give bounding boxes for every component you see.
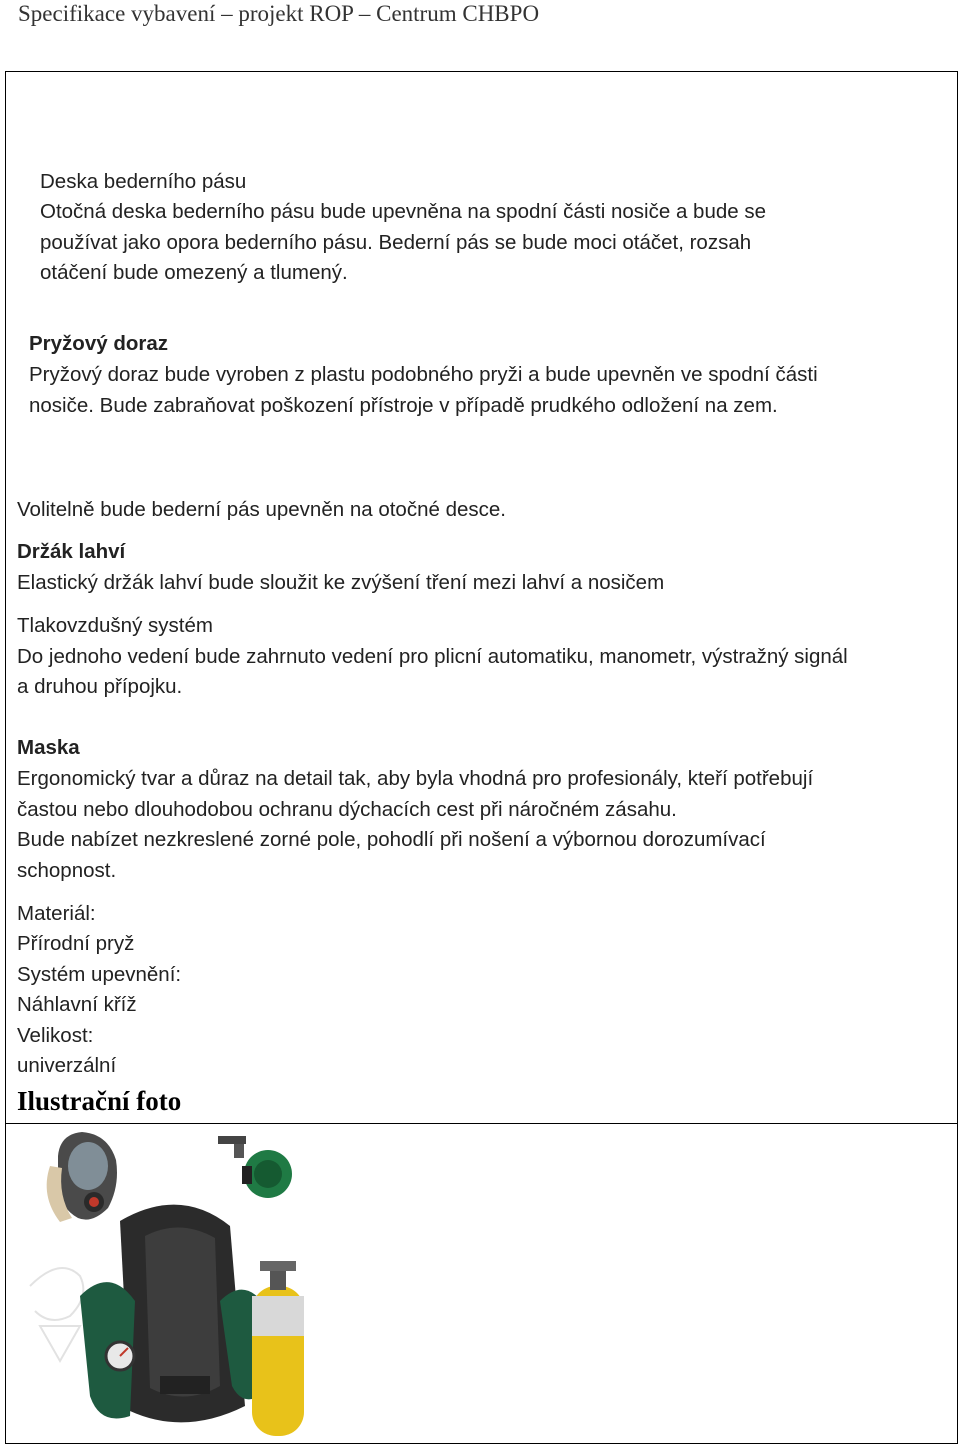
- mask-line-3: Bude nabízet nezkreslené zorné pole, pohodlí při nošení a výbornou dorozumívací: [17, 828, 766, 851]
- mount-label: Systém upevnění:: [17, 963, 182, 986]
- page-header-title: Specifikace vybavení – projekt ROP – Centrum CHBPO: [18, 1, 540, 26]
- air-system-line-1: Do jednoho vedení bude zahrnuto vedení pro plicní automatiku, manometr, výstražný signál: [17, 645, 848, 668]
- lung-demand-valve-icon: [218, 1136, 292, 1198]
- lumbar-plate-line-3: otáčení bude omezený a tlumený.: [40, 261, 348, 284]
- air-cylinder-icon: [252, 1261, 304, 1436]
- size-label: Velikost:: [17, 1024, 94, 1047]
- optional-belt-text: Volitelně bude bederní pás upevněn na otočné desce.: [17, 498, 506, 521]
- backpack-frame-icon: [80, 1205, 265, 1423]
- face-mask-icon: [47, 1132, 117, 1222]
- illustration-caption: Ilustrační foto: [17, 1086, 182, 1116]
- bottle-holder-text: Elastický držák lahví bude sloužit ke zvýšení tření mezi lahví a nosičem: [17, 571, 665, 594]
- material-label: Materiál:: [17, 902, 96, 925]
- lumbar-plate-heading: Deska bederního pásu: [40, 170, 247, 193]
- mask-heading: Maska: [17, 736, 80, 759]
- mask-line-4: schopnost.: [17, 859, 117, 882]
- caption-divider: [5, 1123, 958, 1124]
- mask-line-1: Ergonomický tvar a důraz na detail tak, aby byla vhodná pro profesionály, kteří potřebují: [17, 767, 814, 790]
- rubber-stop-heading: Pryžový doraz: [29, 332, 168, 355]
- rubber-stop-line-2: nosiče. Bude zabraňovat poškození přístroje v případě prudkého odložení na zem.: [29, 394, 778, 417]
- mount-value: Náhlavní kříž: [17, 993, 137, 1016]
- material-value: Přírodní pryž: [17, 932, 135, 955]
- mask-line-2: častou nebo dlouhodobou ochranu dýchacích cest při náročném zásahu.: [17, 798, 677, 821]
- lumbar-plate-line-2: používat jako opora bederního pásu. Bederní pás se bude moci otáčet, rozsah: [40, 231, 752, 254]
- pressure-gauge-icon: [106, 1342, 134, 1370]
- rubber-stop-line-1: Pryžový doraz bude vyroben z plastu podobného pryži a bude upevněn ve spodní části: [29, 363, 818, 386]
- bottle-holder-heading: Držák lahví: [17, 540, 126, 563]
- watermark-icon: [30, 1268, 83, 1361]
- air-system-line-2: a druhou přípojku.: [17, 675, 183, 698]
- lumbar-plate-line-1: Otočná deska bederního pásu bude upevněna na spodní části nosiče a bude se: [40, 200, 767, 223]
- air-system-heading: Tlakovzdušný systém: [17, 614, 213, 637]
- size-value: univerzální: [17, 1054, 117, 1077]
- breathing-apparatus-photo: [20, 1126, 350, 1446]
